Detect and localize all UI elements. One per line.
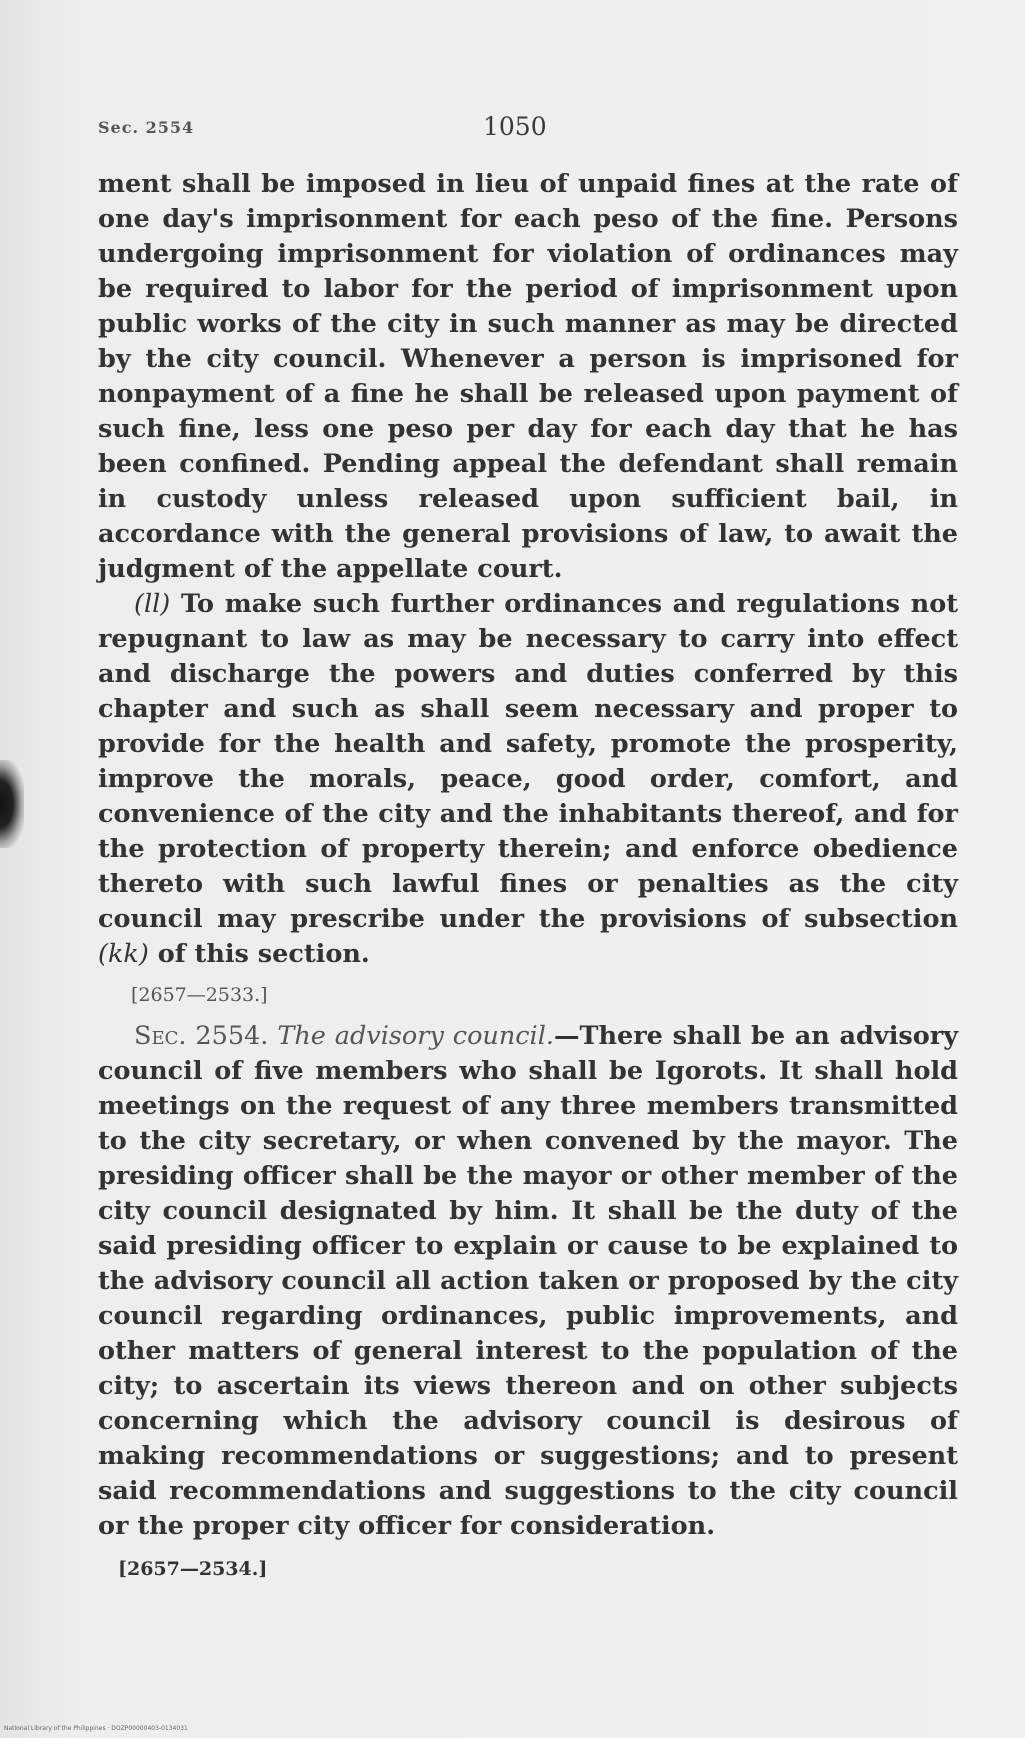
citation-2533: [2657—2533.]: [131, 984, 268, 1006]
paragraph-section-2554: [98, 1019, 958, 1544]
section-number: Sec. 2554.: [134, 1021, 269, 1051]
subsection-text-b: of this section.: [148, 939, 370, 969]
paragraph-continuation: ment shall be imposed in lieu of unpaid fines at the rate of one day's imprisonment for each peso of the fine. Persons undergoing imprisonment for violation of ordinances may be required to labor for the period of imprisonment upon public works of the city in such manner as may be directed by the city council. Whenever a person is imprisoned for nonpayment of a fine he shall be released upon payment of such fine, less one peso per day for each day that he has been confined. Pending appeal the defendant shall remain in custody unless released upon sufficient bail, in accordance with the general provisions of law, to await the judgment of the appellate court.: [98, 169, 958, 584]
binding-shadow: [0, 760, 24, 848]
scan-footer-note: National Library of the Philippines · DOZP00000403-0134031: [4, 1725, 188, 1732]
subsection-reference: (kk): [98, 939, 149, 969]
body-text: [98, 167, 958, 1587]
section-text: —There shall be an advisory council of five members who shall be Igorots. It shall hold meetings on the request of any three members transmitted to the city secretary, or when convened by the mayor. The presiding officer shall be the mayor or other member of the city council designated by him. It shall be the duty of the said presiding officer to explain or cause to be explained to the advisory council all action taken or proposed by the city council regarding ordinances, public improvements, and other matters of general interest to the population of the city; to ascertain its views thereon and on other subjects concerning which the advisory council is desirous of making recommendations or suggestions; and to present said recommendations and suggestions to the city council or the proper city officer for consideration.: [98, 1021, 959, 1541]
subsection-text-a: To make such further ordinances and regulations not repugnant to law as may be necessary to carry into effect and discharge the powers and duties conferred by this chapter and such as shall seem necessary and proper to provide for the health and safety, promote the prosperity, improve the morals, peace, good order, comfort, and convenience of the city and the inhabitants thereof, and for the protection of property therein; and enforce obedience thereto with such lawful fines or penalties as the city council may prescribe under the provisions of subsection: [98, 589, 958, 934]
page-number: 1050: [483, 112, 547, 141]
citation-2534: [2657—2534.]: [118, 1558, 268, 1580]
section-heading: Sec. 2554: [98, 118, 195, 137]
running-head: [98, 112, 958, 146]
paragraph-subsection-ll: [98, 587, 958, 972]
subsection-label: (ll): [134, 589, 171, 619]
section-caption: The advisory council.: [268, 1021, 554, 1051]
